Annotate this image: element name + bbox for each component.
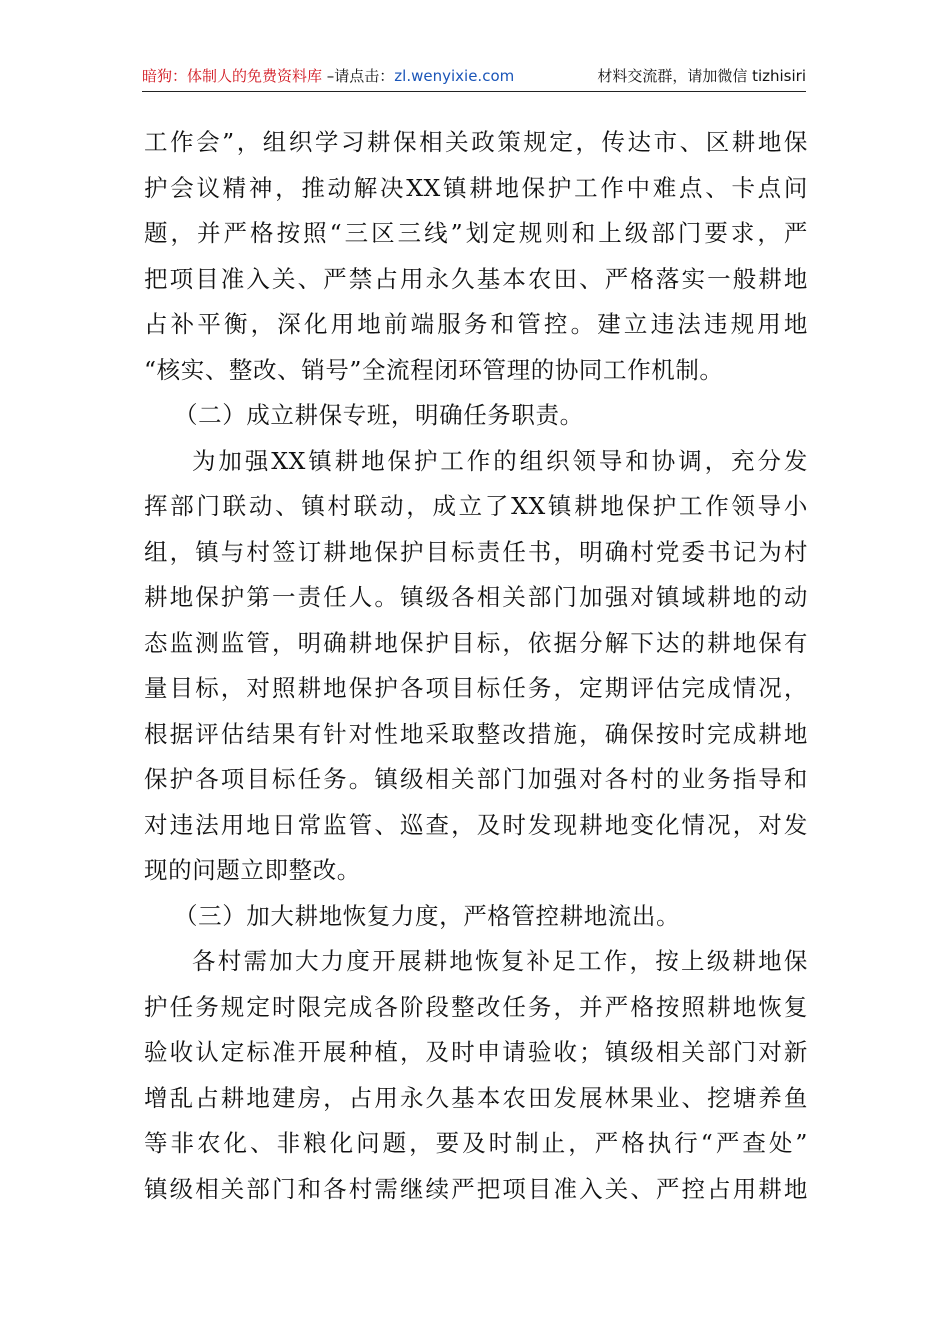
paragraph-line: 把项目准入关、严禁占用永久基本农田、严格落实一般耕地 — [144, 264, 808, 293]
paragraph-line: 镇级相关部门和各村需继续严把项目准入关、严控占用耕地 — [144, 1174, 808, 1203]
paragraph-line: 增乱占耕地建房，占用永久基本农田发展林果业、挖塘养鱼 — [144, 1083, 808, 1112]
paragraph-line: 验收认定标准开展种植，及时申请验收；镇级相关部门对新 — [144, 1038, 808, 1066]
paragraph-line: 等非农化、非粮化问题，要及时制止，严格执行“严查处” — [144, 1129, 808, 1157]
paragraph-line: 保护各项目标任务。镇级相关部门加强对各村的业务指导和 — [144, 765, 808, 793]
section-heading: （三）加大耕地恢复力度，严格管控耕地流出。 — [174, 901, 681, 930]
document-body — [144, 120, 808, 1212]
header-divider — [142, 91, 806, 92]
paragraph-line: 护会议精神，推动解决XX镇耕地保护工作中难点、卡点问 — [144, 173, 808, 202]
paragraph-line: 对违法用地日常监管、巡查，及时发现耕地变化情况，对发 — [144, 810, 808, 839]
page-header — [142, 66, 806, 86]
paragraph-line: 为加强XX镇耕地保护工作的组织领导和协调，充分发 — [192, 446, 808, 475]
paragraph-line: 根据评估结果有针对性地采取整改措施，确保按时完成耕地 — [144, 719, 808, 748]
paragraph-line: 耕地保护第一责任人。镇级各相关部门加强对镇域耕地的动 — [144, 583, 808, 611]
paragraph-line: 工作会”，组织学习耕保相关政策规定，传达市、区耕地保 — [144, 128, 808, 156]
paragraph-line: 各村需加大力度开展耕地恢复补足工作，按上级耕地保 — [192, 947, 808, 975]
header-brand: 暗狗：体制人的免费资料库 — [142, 67, 323, 85]
paragraph-line: 占补平衡，深化用地前端服务和管控。建立违法违规用地 — [144, 310, 808, 338]
header-click-prompt: –请点击： — [322, 67, 395, 85]
header-link[interactable]: zl.wenyixie.com — [394, 67, 515, 85]
paragraph-line: 护任务规定时限完成各阶段整改任务，并严格按照耕地恢复 — [144, 992, 808, 1021]
paragraph-line: 组，镇与村签订耕地保护目标责任书，明确村党委书记为村 — [144, 537, 808, 566]
section-heading: （二）成立耕保专班，明确任务职责。 — [174, 401, 584, 429]
paragraph-line: 现的问题立即整改。 — [144, 856, 361, 884]
header-group-info: 材料交流群，请加微信 tizhisiri — [597, 67, 806, 85]
paragraph-line: 题，并严格按照“三区三线”划定规则和上级部门要求，严 — [144, 219, 808, 247]
paragraph-line: 态监测监管，明确耕地保护目标，依据分解下达的耕地保有 — [144, 628, 808, 657]
paragraph-line: 挥部门联动、镇村联动，成立了XX镇耕地保护工作领导小 — [144, 492, 808, 520]
paragraph-line: 量目标，对照耕地保护各项目标任务，定期评估完成情况， — [144, 674, 808, 702]
paragraph-line: “核实、整改、销号”全流程闭环管理的协同工作机制。 — [144, 355, 724, 384]
